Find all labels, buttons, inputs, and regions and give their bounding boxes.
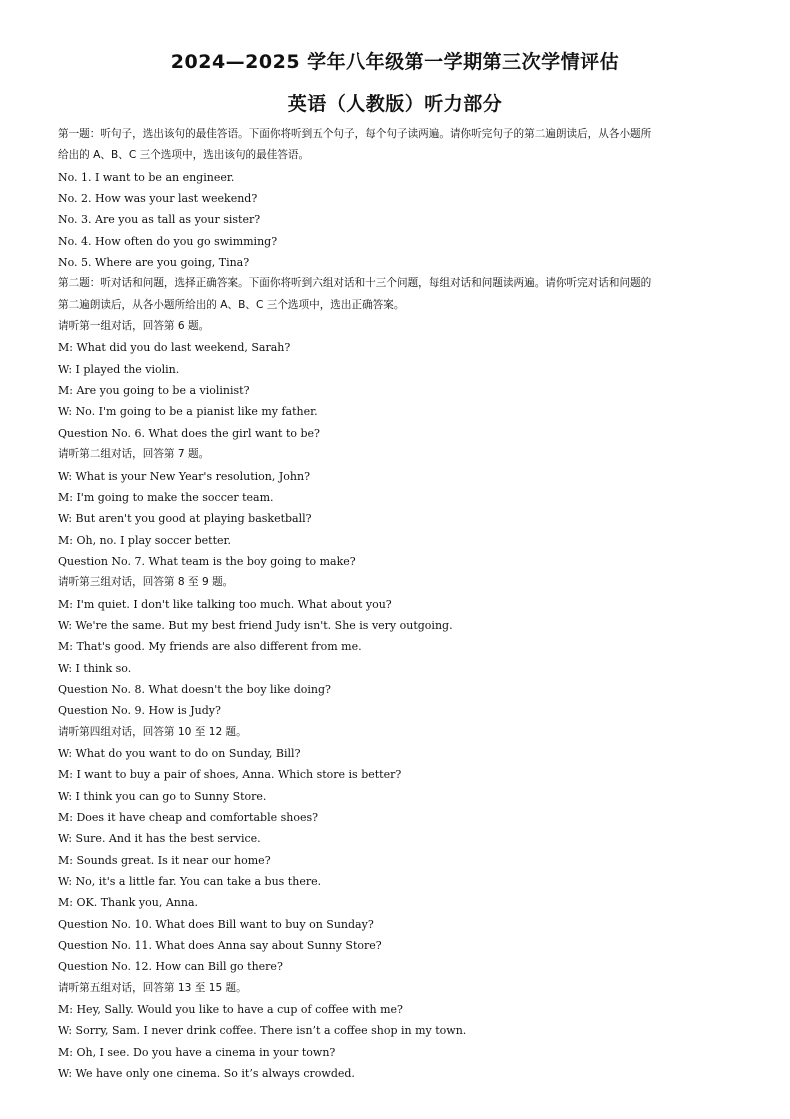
text-line: No. 4. How often do you go swimming? bbox=[58, 234, 278, 248]
text-line: Question No. 8. What doesn't the boy like doing? bbox=[58, 682, 331, 696]
text-line: M: OK. Thank you, Anna. bbox=[58, 896, 199, 910]
text-line: 请听第四组对话，回答第 10 至 12 题。 bbox=[58, 725, 247, 738]
text-line: W: I think so. bbox=[58, 661, 132, 675]
text-line: M: What did you do last weekend, Sarah? bbox=[58, 341, 291, 355]
text-line: W: I think you can go to Sunny Store. bbox=[58, 789, 267, 803]
text-line: Question No. 12. How can Bill go there? bbox=[58, 960, 283, 974]
text-line: No. 1. I want to be an engineer. bbox=[58, 170, 235, 184]
text-line: W: What do you want to do on Sunday, Bill? bbox=[58, 746, 301, 760]
text-line: W: But aren't you good at playing basketball? bbox=[58, 512, 312, 526]
text-line: 请听第三组对话，回答第 8 至 9 题。 bbox=[58, 576, 234, 589]
document-subtitle: 英语（人教版）听力部分 bbox=[287, 93, 503, 115]
text-line: M: I'm quiet. I don't like talking too much. What about you? bbox=[58, 597, 392, 611]
text-line: No. 3. Are you as tall as your sister? bbox=[58, 213, 261, 227]
text-line: M: Oh, I see. Do you have a cinema in your town? bbox=[58, 1045, 336, 1059]
text-line: W: Sure. And it has the best service. bbox=[58, 832, 261, 846]
text-line: 第二遍朗读后，从各小题所给出的 A、B、C 三个选项中，选出正确答案。 bbox=[58, 298, 405, 311]
document-body bbox=[58, 124, 738, 1084]
text-line: 请听第一组对话，回答第 6 题。 bbox=[58, 320, 210, 333]
text-line: M: That's good. My friends are also different from me. bbox=[58, 640, 362, 654]
text-line: M: Are you going to be a violinist? bbox=[58, 384, 250, 398]
text-line: 请听第五组对话，回答第 13 至 15 题。 bbox=[58, 981, 247, 994]
text-line: M: Sounds great. Is it near our home? bbox=[58, 853, 271, 867]
text-line: W: Sorry, Sam. I never drink coffee. There isn’t a coffee shop in my town. bbox=[58, 1024, 467, 1038]
text-line: W: I played the violin. bbox=[58, 362, 180, 376]
text-line: Question No. 9. How is Judy? bbox=[58, 704, 221, 718]
text-line: 请听第二组对话，回答第 7 题。 bbox=[58, 448, 210, 461]
text-line: M: I want to buy a pair of shoes, Anna. Which store is better? bbox=[58, 768, 402, 782]
text-line: 给出的 A、B、C 三个选项中，选出该句的最佳答语。 bbox=[58, 149, 310, 162]
text-line: W: No, it's a little far. You can take a bus there. bbox=[58, 875, 322, 889]
text-line: Question No. 7. What team is the boy going to make? bbox=[58, 554, 356, 568]
text-line: Question No. 11. What does Anna say about Sunny Store? bbox=[58, 939, 382, 953]
text-line: No. 2. How was your last weekend? bbox=[58, 192, 258, 206]
text-line: 第二题：听对话和问题，选择正确答案。下面你将听到六组对话和十三个问题，每组对话和问题读两遍。请你听完对话和问题的 bbox=[58, 277, 652, 290]
text-line: M: Hey, Sally. Would you like to have a cup of coffee with me? bbox=[58, 1003, 403, 1017]
document-title: 2024—2025 学年八年级第一学期第三次学情评估 bbox=[170, 51, 620, 73]
text-line: No. 5. Where are you going, Tina? bbox=[58, 256, 250, 270]
text-line: W: We have only one cinema. So it’s always crowded. bbox=[58, 1067, 355, 1081]
text-line: M: Oh, no. I play soccer better. bbox=[58, 533, 232, 547]
text-line: M: I'm going to make the soccer team. bbox=[58, 490, 274, 504]
text-line: W: We're the same. But my best friend Judy isn't. She is very outgoing. bbox=[58, 618, 453, 632]
text-line: M: Does it have cheap and comfortable shoes? bbox=[58, 811, 319, 824]
text-line: 第一题：听句子，选出该句的最佳答语。下面你将听到五个句子，每个句子读两遍。请你听完句子的第二遍朗读后，从各小题所 bbox=[58, 128, 652, 140]
text-line: Question No. 10. What does Bill want to buy on Sunday? bbox=[58, 917, 374, 931]
text-line: Question No. 6. What does the girl want to be? bbox=[58, 426, 320, 440]
text-line: W: No. I'm going to be a pianist like my father. bbox=[58, 405, 318, 419]
text-line: W: What is your New Year's resolution, John? bbox=[58, 469, 310, 483]
